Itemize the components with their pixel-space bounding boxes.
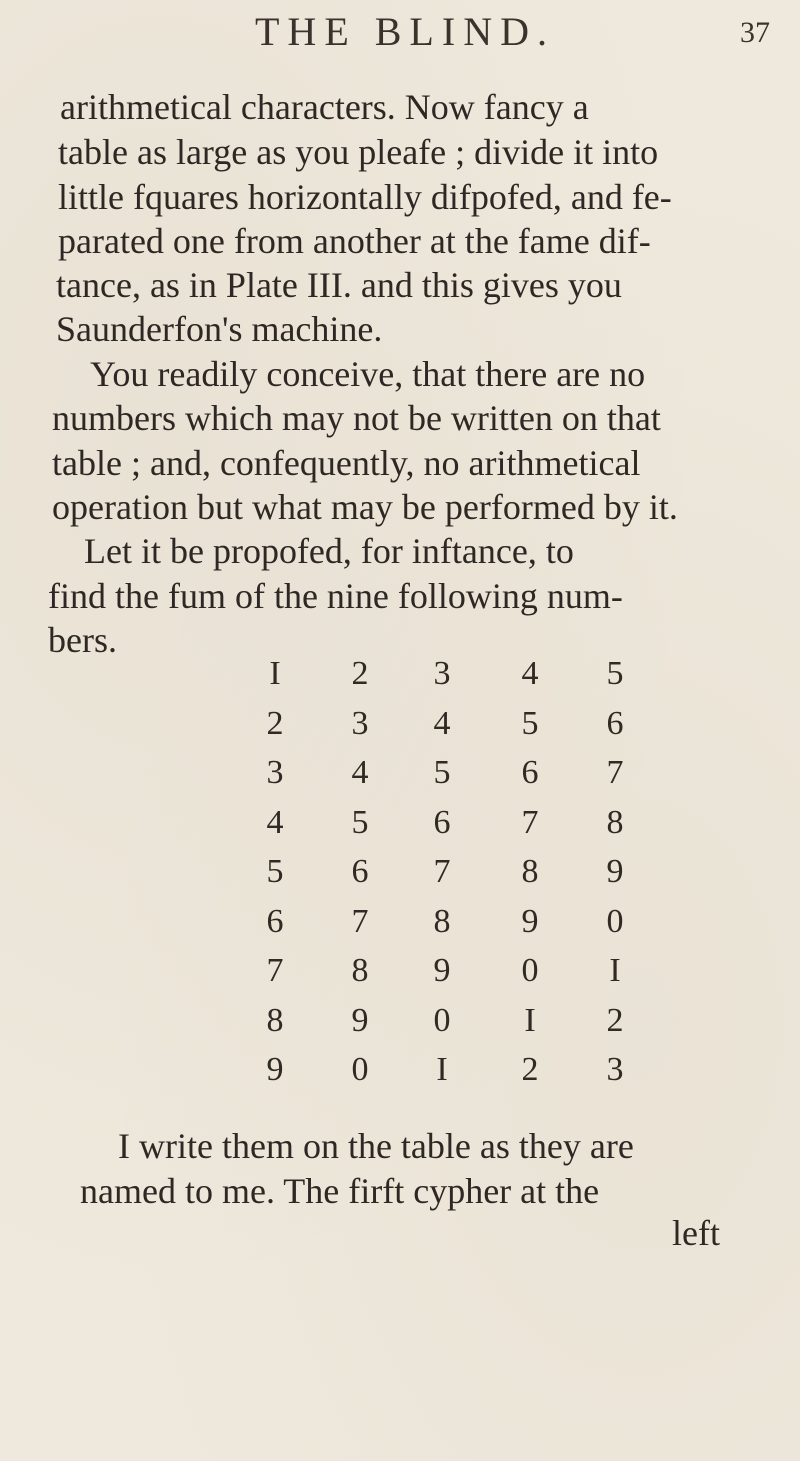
table-cell: 6 bbox=[433, 803, 451, 841]
table-cell: 7 bbox=[351, 902, 369, 940]
text-line: arithmetical characters. Now fancy a bbox=[60, 87, 589, 127]
table-cell: 5 bbox=[266, 853, 284, 890]
table-cell: 7 bbox=[606, 754, 624, 791]
text-line: little fquares horizontally difpofed, and fe- bbox=[58, 177, 672, 217]
table-cell: 8 bbox=[521, 853, 539, 890]
table-cell: 6 bbox=[266, 902, 284, 940]
table-cell: 6 bbox=[351, 853, 369, 890]
table-cell: 0 bbox=[433, 1001, 451, 1039]
table-cell: 9 bbox=[433, 952, 451, 989]
text-line: parated one from another at the fame dif- bbox=[58, 221, 651, 261]
text-line: named to me. The firft cypher at the bbox=[80, 1171, 600, 1211]
table-cell: 3 bbox=[266, 754, 284, 791]
table-cell: 5 bbox=[351, 803, 369, 841]
text-line: Let it be propofed, for inftance, to bbox=[84, 531, 574, 571]
text-line: left bbox=[672, 1213, 720, 1253]
number-table bbox=[252, 655, 662, 1088]
table-cell: 3 bbox=[351, 704, 369, 742]
text-line: table as large as you pleafe ; divide it into bbox=[58, 132, 659, 172]
text-line: numbers which may not be written on that bbox=[52, 398, 661, 438]
table-cell: 4 bbox=[521, 655, 539, 692]
table-cell: 5 bbox=[433, 754, 451, 791]
table-cell: 8 bbox=[266, 1001, 284, 1039]
page-number: 37 bbox=[740, 16, 770, 49]
table-cell: 9 bbox=[606, 853, 624, 890]
text-line: tance, as in Plate III. and this gives you bbox=[56, 265, 622, 305]
table-cell: 4 bbox=[433, 704, 451, 742]
table-cell: I bbox=[524, 1001, 536, 1039]
text-line: table ; and, confequently, no arithmetical bbox=[52, 443, 641, 483]
table-cell: 9 bbox=[266, 1051, 284, 1088]
table-cell: 9 bbox=[351, 1001, 369, 1039]
table-cell: 2 bbox=[266, 704, 284, 742]
table-cell: 2 bbox=[521, 1051, 539, 1088]
text-line: Saunderfon's machine. bbox=[56, 309, 383, 349]
running-head: THE BLIND. bbox=[255, 9, 555, 54]
table-cell: 7 bbox=[433, 853, 451, 890]
table-cell: I bbox=[436, 1051, 448, 1088]
table-cell: 6 bbox=[606, 704, 624, 742]
table-cell: 9 bbox=[521, 902, 539, 940]
table-cell: 7 bbox=[521, 803, 539, 841]
table-cell: 0 bbox=[351, 1051, 369, 1088]
table-cell: 2 bbox=[606, 1001, 624, 1039]
table-cell: I bbox=[609, 952, 621, 989]
table-cell: 6 bbox=[521, 754, 539, 791]
table-cell: 2 bbox=[351, 655, 369, 692]
table-cell: 8 bbox=[351, 952, 369, 989]
text-line: You readily conceive, that there are no bbox=[90, 354, 646, 394]
table-cell: 0 bbox=[606, 902, 624, 940]
text-line: I write them on the table as they are bbox=[118, 1126, 634, 1166]
text-line: find the fum of the nine following num- bbox=[48, 576, 623, 616]
text-line: bers. bbox=[48, 620, 117, 660]
table-cell: 5 bbox=[606, 655, 624, 692]
table-cell: 8 bbox=[606, 803, 624, 841]
text-line: operation but what may be performed by it. bbox=[52, 487, 678, 527]
table-cell: 4 bbox=[351, 754, 369, 791]
table-cell: 3 bbox=[606, 1051, 624, 1088]
table-cell: I bbox=[269, 655, 281, 692]
table-cell: 3 bbox=[433, 655, 451, 692]
table-cell: 0 bbox=[521, 952, 539, 989]
table-cell: 5 bbox=[521, 704, 539, 742]
table-cell: 7 bbox=[266, 952, 284, 989]
table-cell: 8 bbox=[433, 902, 451, 940]
table-cell: 4 bbox=[266, 803, 284, 841]
